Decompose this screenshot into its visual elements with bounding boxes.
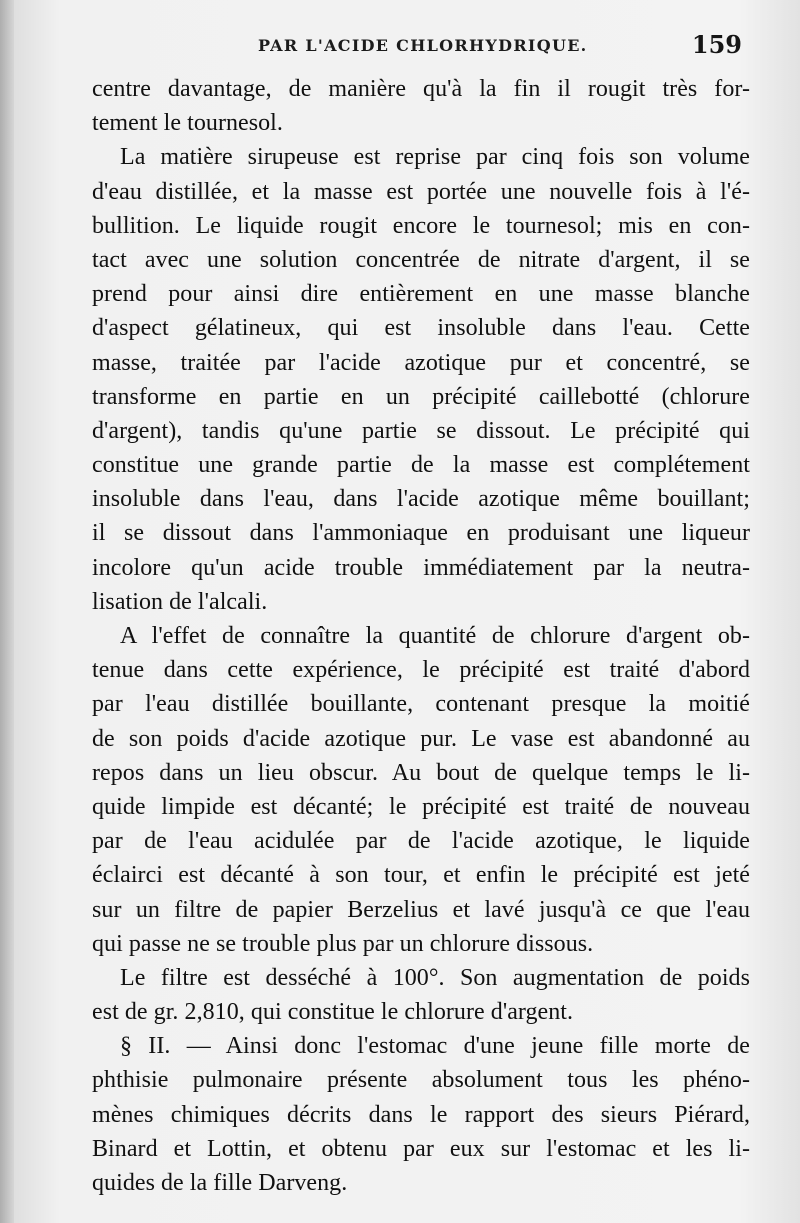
text-line: § II. — Ainsi donc l'estomac d'une jeune fille morte de [120, 1033, 750, 1060]
text-line: d'aspect gélatineux, qui est insoluble dans l'eau. Cette [92, 315, 750, 342]
text-line: par l'eau distillée bouillante, contenant presque la moitié [92, 691, 750, 718]
text-line: phthisie pulmonaire présente absolument tous les phéno- [92, 1067, 750, 1094]
page-header [92, 28, 742, 68]
text-line: est de gr. 2,810, qui constitue le chlorure d'argent. [92, 999, 574, 1026]
text-line: d'argent), tandis qu'une partie se dissout. Le précipité qui [92, 417, 750, 444]
text-line: La matière sirupeuse est reprise par cinq fois son volume [120, 144, 750, 171]
text-line: constitue une grande partie de la masse est complétement [92, 452, 750, 479]
text-line: masse, traitée par l'acide azotique pur et concentré, se [92, 349, 750, 376]
text-line: prend pour ainsi dire entièrement en une masse blanche [92, 281, 750, 308]
text-line: mènes chimiques décrits dans le rapport des sieurs Piérard, [92, 1101, 750, 1128]
text-line: tenue dans cette expérience, le précipité est traité d'abord [92, 657, 750, 684]
text-line: Le filtre est desséché à 100°. Son augmentation de poids [120, 964, 750, 991]
text-line: quide limpide est décanté; le précipité est traité de nouveau [92, 793, 750, 820]
text-line: d'eau distillée, et la masse est portée une nouvelle fois à l'é- [92, 178, 750, 205]
text-line: il se dissout dans l'ammoniaque en produisant une liqueur [92, 520, 750, 547]
text-line: de son poids d'acide azotique pur. Le vase est abandonné au [92, 725, 750, 752]
text-line: par de l'eau acidulée par de l'acide azotique, le liquide [92, 828, 750, 855]
body-text [92, 72, 750, 1200]
text-line: A l'effet de connaître la quantité de chlorure d'argent ob- [120, 623, 750, 649]
running-head: PAR L'ACIDE CHLORHYDRIQUE. [258, 36, 588, 55]
text-line: bullition. Le liquide rougit encore le tournesol; mis en con- [92, 212, 750, 239]
text-line: sur un filtre de papier Berzelius et lavé jusqu'à ce que l'eau [92, 896, 750, 923]
page-gutter-shadow [0, 0, 14, 1223]
text-line: repos dans un lieu obscur. Au bout de quelque temps le li- [92, 759, 750, 786]
text-line: qui passe ne se trouble plus par un chlorure dissous. [92, 930, 594, 957]
text-line: éclairci est décanté à son tour, et enfin le précipité est jeté [92, 862, 750, 889]
text-line: tement le tournesol. [92, 110, 283, 137]
text-line: insoluble dans l'eau, dans l'acide azotique même bouillant; [92, 486, 750, 513]
page-number: 159 [691, 30, 742, 59]
text-line: incolore qu'un acide trouble immédiatement par la neutra- [92, 554, 750, 581]
text-line: quides de la fille Darveng. [92, 1170, 348, 1196]
text-line: centre davantage, de manière qu'à la fin il rougit très for- [92, 76, 750, 102]
text-line: transforme en partie en un précipité caillebotté (chlorure [92, 383, 750, 410]
text-line: Binard et Lottin, et obtenu par eux sur l'estomac et les li- [92, 1135, 750, 1162]
text-line: lisation de l'alcali. [92, 588, 268, 615]
text-line: tact avec une solution concentrée de nitrate d'argent, il se [92, 246, 750, 273]
